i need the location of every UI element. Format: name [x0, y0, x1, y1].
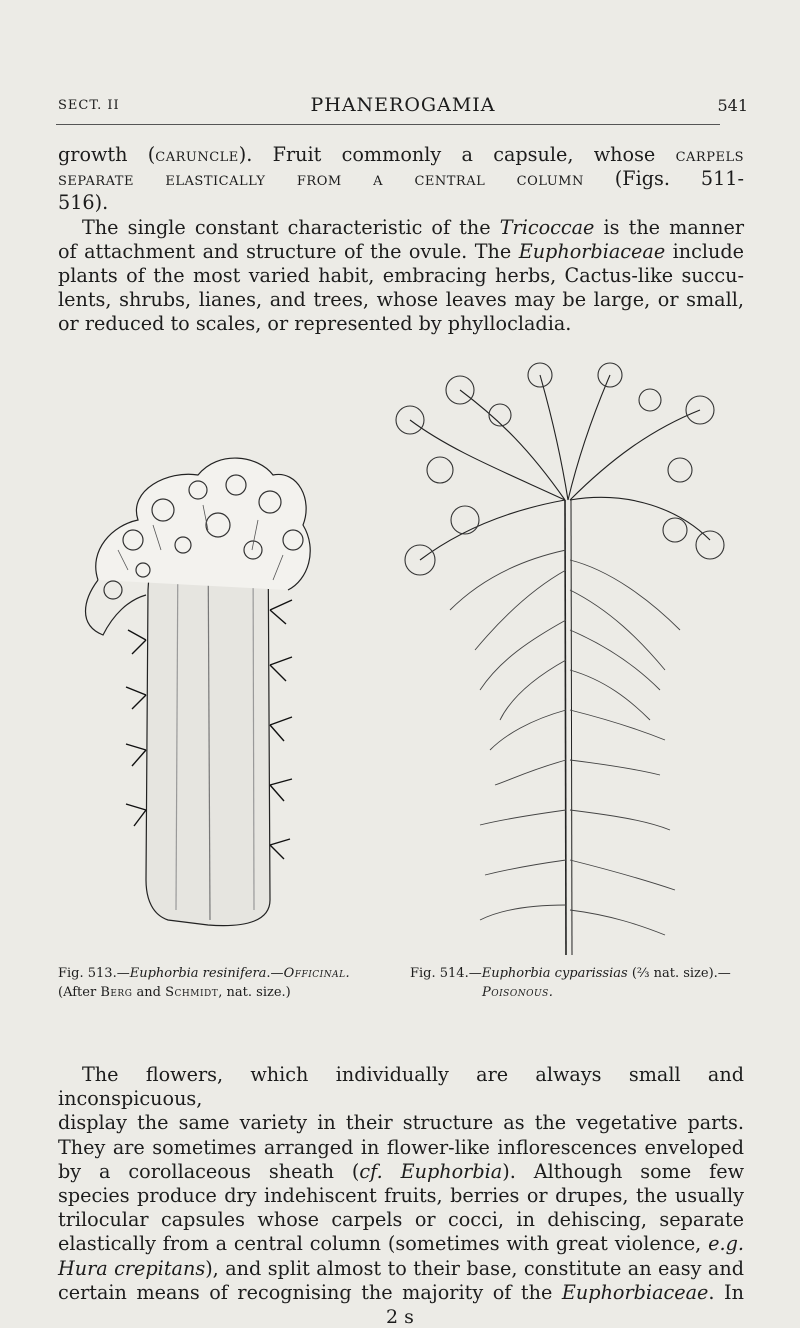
- text-line: trilocular capsules whose carpels or cocci, in dehiscing, separate: [58, 1208, 744, 1232]
- figure-514-illustration: [380, 360, 730, 960]
- figure-513-illustration: [58, 430, 328, 955]
- text-line: The flowers, which individually are always small and inconspicuous,: [58, 1063, 744, 1111]
- running-title: PHANEROGAMIA: [310, 94, 496, 116]
- caption-line: Poisonous.: [482, 985, 554, 1000]
- text-line: separate elastically from a central column (Figs. 511-: [58, 167, 744, 191]
- text-line: certain means of recognising the majority of the Euphorbiaceae. In: [58, 1280, 744, 1304]
- text-line: Hura crepitans), and split almost to their base, constitute an easy and: [58, 1256, 744, 1280]
- paragraph-1: [58, 143, 744, 337]
- caption-line: Fig. 514.—Euphorbia cyparissias (⅔ nat. size).—: [410, 966, 731, 981]
- text-line: They are sometimes arranged in flower-like inflorescences enveloped: [58, 1135, 744, 1159]
- text-line: by a corollaceous sheath (cf. Euphorbia). Although some few: [58, 1159, 745, 1183]
- text-line: elastically from a central column (sometimes with great violence, e.g.: [58, 1232, 744, 1256]
- figure-514-caption: [410, 964, 750, 1002]
- caption-line: (After Berg and Schmidt, nat. size.): [58, 985, 291, 1000]
- signature-mark: 2 s: [386, 1306, 414, 1328]
- text-line: growth (caruncle). Fruit commonly a capsule, whose carpels: [58, 143, 744, 166]
- text-line: lents, shrubs, lianes, and trees, whose leaves may be large, or small,: [58, 288, 744, 312]
- text-line: 516).: [58, 191, 109, 215]
- paragraph-2: [58, 1063, 744, 1305]
- text-line: species produce dry indehiscent fruits, berries or drupes, the usually: [58, 1184, 744, 1208]
- text-line: of attachment and structure of the ovule. The Euphorbiaceae include: [58, 239, 744, 263]
- caption-line: Fig. 513.—Euphorbia resinifera.—Officinal.: [58, 966, 351, 981]
- section-label: SECT. II: [58, 98, 120, 113]
- text-line: display the same variety in their structure as the vegetative parts.: [58, 1111, 744, 1135]
- text-line: The single constant characteristic of the Tricoccae is the manner: [82, 215, 745, 239]
- text-line: or reduced to scales, or represented by phyllocladia.: [58, 312, 572, 336]
- running-header: [58, 94, 748, 118]
- figure-513-caption: [58, 964, 358, 1002]
- text-line: plants of the most varied habit, embracing herbs, Cactus-like succu-: [58, 264, 744, 288]
- header-rule: [56, 124, 720, 125]
- page-number: 541: [717, 96, 748, 115]
